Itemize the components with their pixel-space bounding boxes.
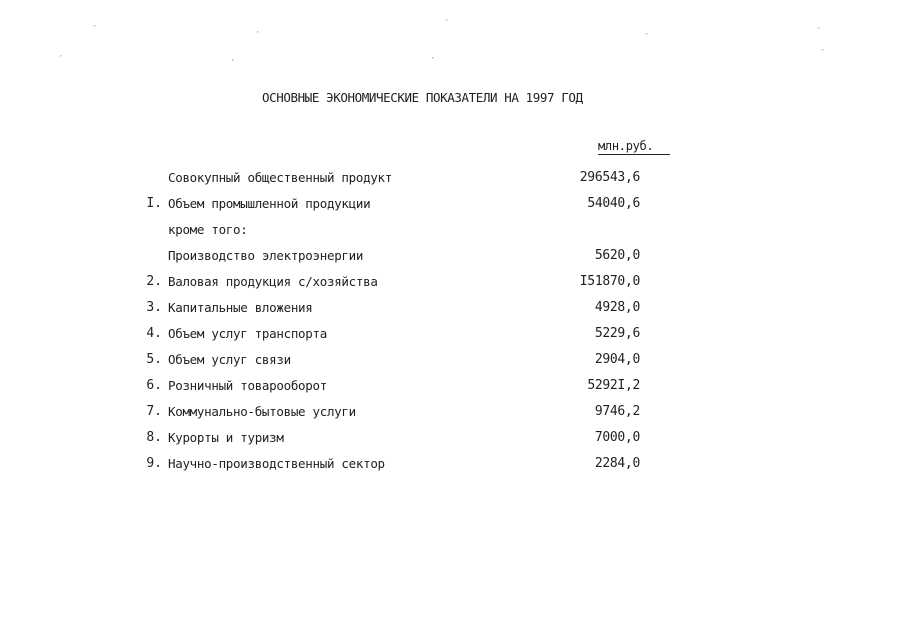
indicator-row — [0, 196, 905, 218]
row-label: Объем промышленной продукции — [168, 196, 371, 211]
indicator-row — [0, 222, 905, 244]
scan-speck: · — [644, 30, 650, 40]
scan-speck: · — [816, 24, 822, 34]
row-value: 7000,0 — [594, 430, 640, 445]
row-value: 5620,0 — [594, 248, 640, 263]
scan-speck: · — [58, 52, 64, 62]
indicator-row — [0, 300, 905, 322]
indicator-row — [0, 352, 905, 374]
row-value: 5292I,2 — [587, 378, 640, 393]
row-label: Объем услуг транспорта — [168, 326, 327, 341]
indicator-row — [0, 326, 905, 348]
row-number: 6. — [146, 378, 162, 393]
row-number: 4. — [146, 326, 162, 341]
scan-speck: · — [92, 22, 98, 32]
row-value: 54040,6 — [587, 196, 640, 211]
row-label: кроме того: — [168, 222, 248, 237]
row-value: 2284,0 — [594, 456, 640, 471]
scan-speck: · — [230, 56, 236, 66]
scan-speck: · — [444, 16, 450, 26]
indicator-row — [0, 404, 905, 426]
row-label: Совокупный общественный продукт — [168, 170, 392, 185]
row-label: Объем услуг связи — [168, 352, 291, 367]
row-label: Коммунально-бытовые услуги — [168, 404, 356, 419]
indicator-row — [0, 378, 905, 400]
row-number: 3. — [146, 300, 162, 315]
row-label: Производство электроэнергии — [168, 248, 364, 263]
row-label: Капитальные вложения — [168, 300, 313, 315]
indicator-row — [0, 248, 905, 270]
row-value: 9746,2 — [594, 404, 640, 419]
row-value: 4928,0 — [594, 300, 640, 315]
row-label: Курорты и туризм — [168, 430, 284, 445]
row-value: I51870,0 — [579, 274, 640, 289]
document-title: ОСНОВНЫЕ ЭКОНОМИЧЕСКИЕ ПОКАЗАТЕЛИ НА 1997 ГОД — [262, 90, 583, 105]
indicator-row — [0, 456, 905, 478]
row-value: 2904,0 — [594, 352, 640, 367]
row-number: 7. — [146, 404, 162, 419]
unit-label: млн.руб. — [598, 139, 670, 155]
row-number: 5. — [146, 352, 162, 367]
row-label: Научно-производственный сектор — [168, 456, 385, 471]
row-number: 2. — [146, 274, 162, 289]
scan-speck: · — [255, 28, 261, 38]
row-label: Розничный товарооборот — [168, 378, 327, 393]
row-value: 296543,6 — [579, 170, 640, 185]
row-label: Валовая продукция с/хозяйства — [168, 274, 378, 289]
indicator-row — [0, 430, 905, 452]
scan-speck: · — [820, 46, 826, 56]
indicator-row — [0, 170, 905, 192]
scan-speck: · — [430, 54, 436, 64]
indicator-row — [0, 274, 905, 296]
row-number: 9. — [146, 456, 162, 471]
row-number: 8. — [146, 430, 162, 445]
row-number: I. — [146, 196, 162, 211]
row-value: 5229,6 — [594, 326, 640, 341]
